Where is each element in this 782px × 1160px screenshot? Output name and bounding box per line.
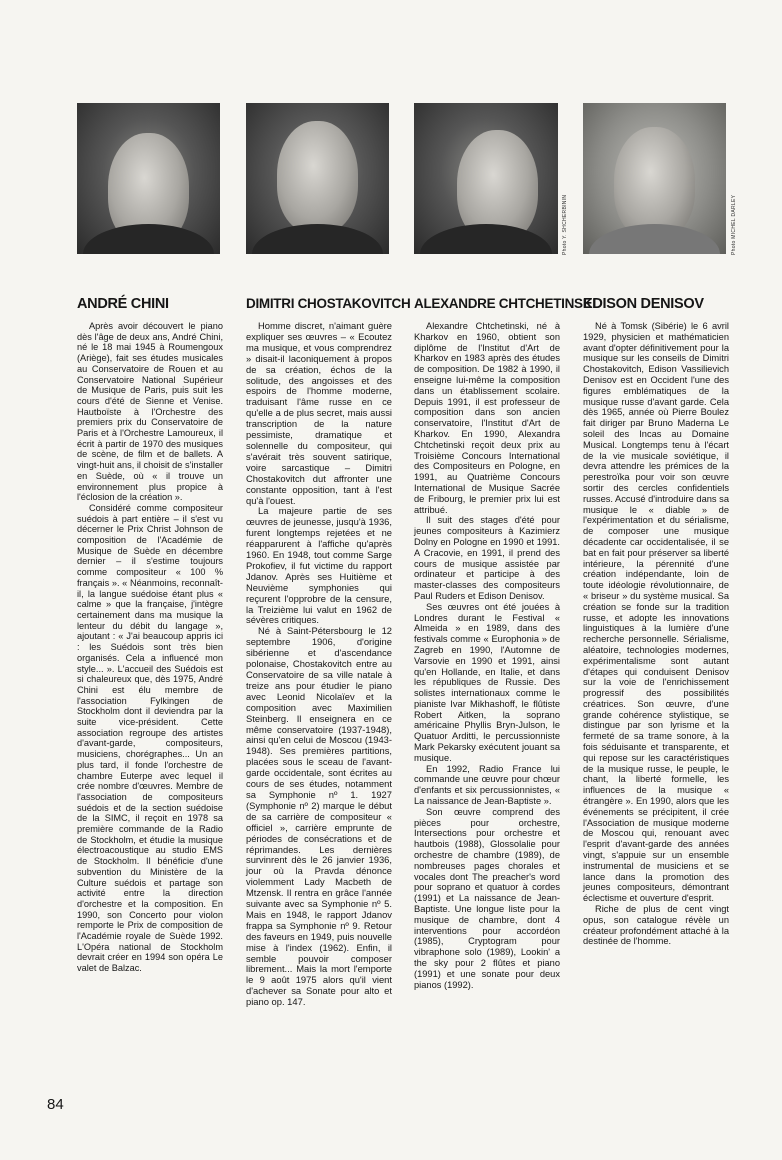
shoulders-shape <box>252 224 384 254</box>
shoulders-shape <box>83 224 215 254</box>
bio-paragraph: Considéré comme compositeur suédois à part entière – il s'est vu décerner le Prix Christ Johnson de composition de l'Académie de Musique de Suède en décembre dernier – il s'estime toujours comme compositeur « 100 % français ». « Néanmoins, reconnaît-il, la langue suédoise étant plus « calme » que la française, j'intègre certainement dans ma musique la lenteur du débit du langage », ajoutant : « J'ai beaucoup appris ici : les Suédois sont très bien organisés. Cela a influencé mon style... ». L'accueil des Suédois est si chaleureux que, dès 1975, André Chini est élu membre de l'association Fylkingen de Stockholm dont il deviendra par la suite vice-président. Cette association regroupe des artistes d'avant-garde, compositeurs, musiciens, chorégraphes... Un an plus tard, il fonde l'orchestre de chambre Euterpe avec lequel il crée nombre d'œuvres. Membre de l'association de compositeurs suédois et de la section suédoise de la SIMC, il reçoit en 1978 sa première commande de la Radio de Stockholm, et étudie la musique électroacoustique au studio EMS de Stockholm. Il bénéficie d'une subvention du Ministère de la Culture suédois et partage son activité entre la direction d'orchestre et la composition. En 1990, son Concerto pour violon remporte le Prix de composition de l'Académie royale de Suède 1992. L'Opéra national de Stockholm devrait créer en 1994 son opéra Le valet de Balzac. <box>77 502 223 974</box>
photo-credit-chtchetinski: Photo Y. SHCHERBININ <box>562 194 568 255</box>
face-shape <box>614 127 694 239</box>
bio-paragraph: Né à Tomsk (Sibérie) le 6 avril 1929, physicien et mathématicien avant d'opter définitivement pour la musique sur les conseils de Dimitri Chostakovitch, Edison Vassilievich Denisov est en Occident l'une des figures emblématiques de la musique russe d'avant garde. Cela dès 1965, année où Pierre Boulez fait diriger par Bruno Maderna Le soleil des Incas au Domaine Musical. Longtemps tenu à l'écart de la vie musicale soviétique, il devra attendre les prémices de la perestroïka pour voir son œuvre sortir des cercles confidentiels russes. Accusé d'introduire dans sa musique le « diable » de l'expérimentation et du sérialisme, de composer une musique décadente car occidentalisée, il se bat en fait pour préserver sa liberté intérieure, la pérennité d'une création indépendante, loin de toute idéologie révolutionnaire, de « briseur » du système musical. Sa création se fonde sur la tradition russe, et adopte les innovations linguistiques à la lumière d'une recherche personnelle. Sérialisme, aléatoire, technologies modernes, expérimentalisme sont autant d'étapes qui conduisent Denisov sur la voie de l'enrichissement progressif des possibilités créatrices. Son œuvre, d'une grande cohérence stylistique, se distingue par son lyrisme et la fermeté de sa trame sonore, à la fois séduisante et transparente, et qui repose sur les caractéristiques de la musique russe, le peuple, le chant, la liberté formelle, les influences de la musique « étrangère ». En 1990, alors que les événements se précipitent, il crée l'Association de musique moderne de Moscou qui, renouant avec l'esprit d'avant-garde des années vingt, s'appuie sur un ensemble instrumental de musiciens et se lance dans la promotion des jeunes compositeurs, démontrant éclectisme et ouverture d'esprit. <box>583 321 729 904</box>
page-number: 84 <box>47 1096 64 1113</box>
biography-column-chostakovitch <box>246 321 392 1008</box>
portrait-dimitri-chostakovitch <box>246 103 389 254</box>
bio-paragraph: Riche de plus de cent vingt opus, son catalogue révèle un créateur profondément attaché à la destinée de l'homme. <box>583 904 729 947</box>
shoulders-shape <box>589 224 721 254</box>
composer-name-denisov: EDISON DENISOV <box>583 296 704 312</box>
biography-column-denisov <box>583 321 729 947</box>
bio-paragraph: Son œuvre comprend des pièces pour orchestre, Intersections pour orchestre et hautbois (1988), Glossolalie pour orchestre de chambre (1989), de nombreuses pages chorales et vocales dont The preacher's word pour soprano et quatuor à cordes (1991) et La naissance de Jean-Baptiste. Une longue liste pour la musique de chambre, dont 4 interventions pour accordéon (1985), Cryptogram pour vibraphone solo (1989), Lookin' a the sky pour 2 flûtes et piano (1991) et une sonate pour deux pianos (1992). <box>414 806 560 990</box>
composer-name-chostakovitch: DIMITRI CHOSTAKOVITCH <box>246 296 411 311</box>
photo-credit-denisov: Photo MICHEL DARLEY <box>731 194 737 255</box>
bio-paragraph: Né à Saint-Pétersbourg le 12 septembre 1906, d'origine sibérienne et d'ascendance polonaise, Chostakovitch entre au Conservatoire de sa ville natale à treize ans pour étudier le piano avec Leonid Nicolaïev et la composition avec Maximilien Steinberg. Il enseignera en ce même conservatoire (1937-1948), ainsi qu'en celui de Moscou (1943-1948). Ses premières partitions, placées sous le sceau de l'avant-garde occidentale, sont écrites au cours de ses études, notamment sa Symphonie nº 1. 1927 (Symphonie nº 2) marque le début de sa carrière de compositeur « officiel », carrière emprunte de périodes de consécrations et de réprimandes. Les dernières survinrent dès le 26 janvier 1936, jour où la Pravda dénonce violemment Lady Macbeth de Mtzensk. Il rentra en grâce l'année suivante avec sa Symphonie nº 5. Mais en 1948, le rapport Jdanov frappa sa Symphonie nº 9. Retour des faveurs en 1949, puis nouvelle mise à l'index (1962). Enfin, il semble pouvoir composer librement... Mais la mort l'emporte le 9 août 1975 alors qu'il vient d'achever sa Sonate pour alto et piano op. 147. <box>246 625 392 1008</box>
bio-paragraph: En 1992, Radio France lui commande une œuvre pour chœur d'enfants et six percussionnistes, « La naissance de Jean-Baptiste ». <box>414 763 560 807</box>
composer-name-chini: ANDRÉ CHINI <box>77 296 169 312</box>
portrait-edison-denisov <box>583 103 726 254</box>
bio-paragraph: Homme discret, n'aimant guère expliquer ses œuvres – « Ecoutez ma musique, et vous comprendrez » disait-il laconiquement à propos de sa création, échos de la solitude, des angoisses et des espoirs de l'homme moderne, traduisant l'âme russe en ce qu'elle a de plus secret, mais aussi transcription de la nature pessimiste, dramatique et solennelle du compositeur, qui s'avérait très souvent satirique, voire sarcastique – Dimitri Chostakovitch dut affronter une constante opposition, tant à l'est qu'à l'ouest. <box>246 320 392 506</box>
bio-paragraph: Après avoir découvert le piano dès l'âge de deux ans, André Chini, né le 18 mai 1945 à Roumengoux (Ariège), fait ses études musicales au Conservatoire de Rouen et au Conservatoire National Supérieur de Musique de Paris, puis suit les cours d'été de Sienne et Venise. Hautboïste à l'Orchestre des premiers prix du Conservatoire de Paris et à l'Orchestre Lamoureux, il écrit à partir de 1970 des musiques de scène, de film et de ballets. A vingt-huit ans, il choisit de s'installer en Suède, où « il trouve un environnement plus propice à l'éclosion de la création ». <box>77 321 223 503</box>
face-shape <box>277 121 357 233</box>
shoulders-shape <box>420 224 552 254</box>
biography-column-chtchetinski <box>414 321 560 990</box>
portrait-alexandre-chtchetinski <box>414 103 558 254</box>
biography-column-chini <box>77 321 223 974</box>
bio-paragraph: Alexandre Chtchetinski, né à Kharkov en 1960, obtient son diplôme de l'Institut d'Art de Kharkov en 1983 après des études de composition. De 1982 à 1990, il enseigne lui-même la composition dans un établissement scolaire. Depuis 1991, il est professeur de composition dans son ancien conservatoire, l'Institut d'Art de Kharkov. En 1990, Alexandra Chtchetinski reçoit deux prix au Troisième Concours International des Compositeurs en Pologne, en 1991, au Quatrième Concours International de Musique Sacrée de Fribourg, le premier prix lui est attribué. <box>414 321 560 515</box>
composer-name-chtchetinski: ALEXANDRE CHTCHETINSKI <box>414 296 596 311</box>
bio-paragraph: La majeure partie de ses œuvres de jeunesse, jusqu'à 1936, furent longtemps rejetées et ne réapparurent à l'affiche qu'après 1960. En 1948, tout comme Sarge Prokofiev, il fut victime du rapport Jdanov. Après ses Huitième et Neuvième symphonies qui reçurent l'opprobre de la censure, la Treizième lui valut en 1962 de sévères critiques. <box>246 505 392 626</box>
portrait-andre-chini <box>77 103 220 254</box>
bio-paragraph: Ses œuvres ont été jouées à Londres durant le Festival « Almeida » en 1989, dans des festivals comme « Europhonia » de Zagreb en 1990, l'Automne de Varsovie en 1990 et 1991, ainsi qu'en Hollande, en Italie, et dans les républiques de Russie. Des solistes internationaux comme le pianiste Ivar Mikhashoff, le flûtiste Robert Aitken, la soprano américaine Phyllis Bryn-Julson, le Quatuor Arditti, le percussionniste Mark Pekarsky exécutent jouant sa musique. <box>414 601 560 763</box>
bio-paragraph: Il suit des stages d'été pour jeunes compositeurs à Kazimierz Dolny en Pologne en 1990 et 1991. A Cracovie, en 1991, il prend des cours de musique assistée par ordinateur et participe à des master-classes des compositeurs Paul Ruders et Edison Denisov. <box>414 515 560 601</box>
